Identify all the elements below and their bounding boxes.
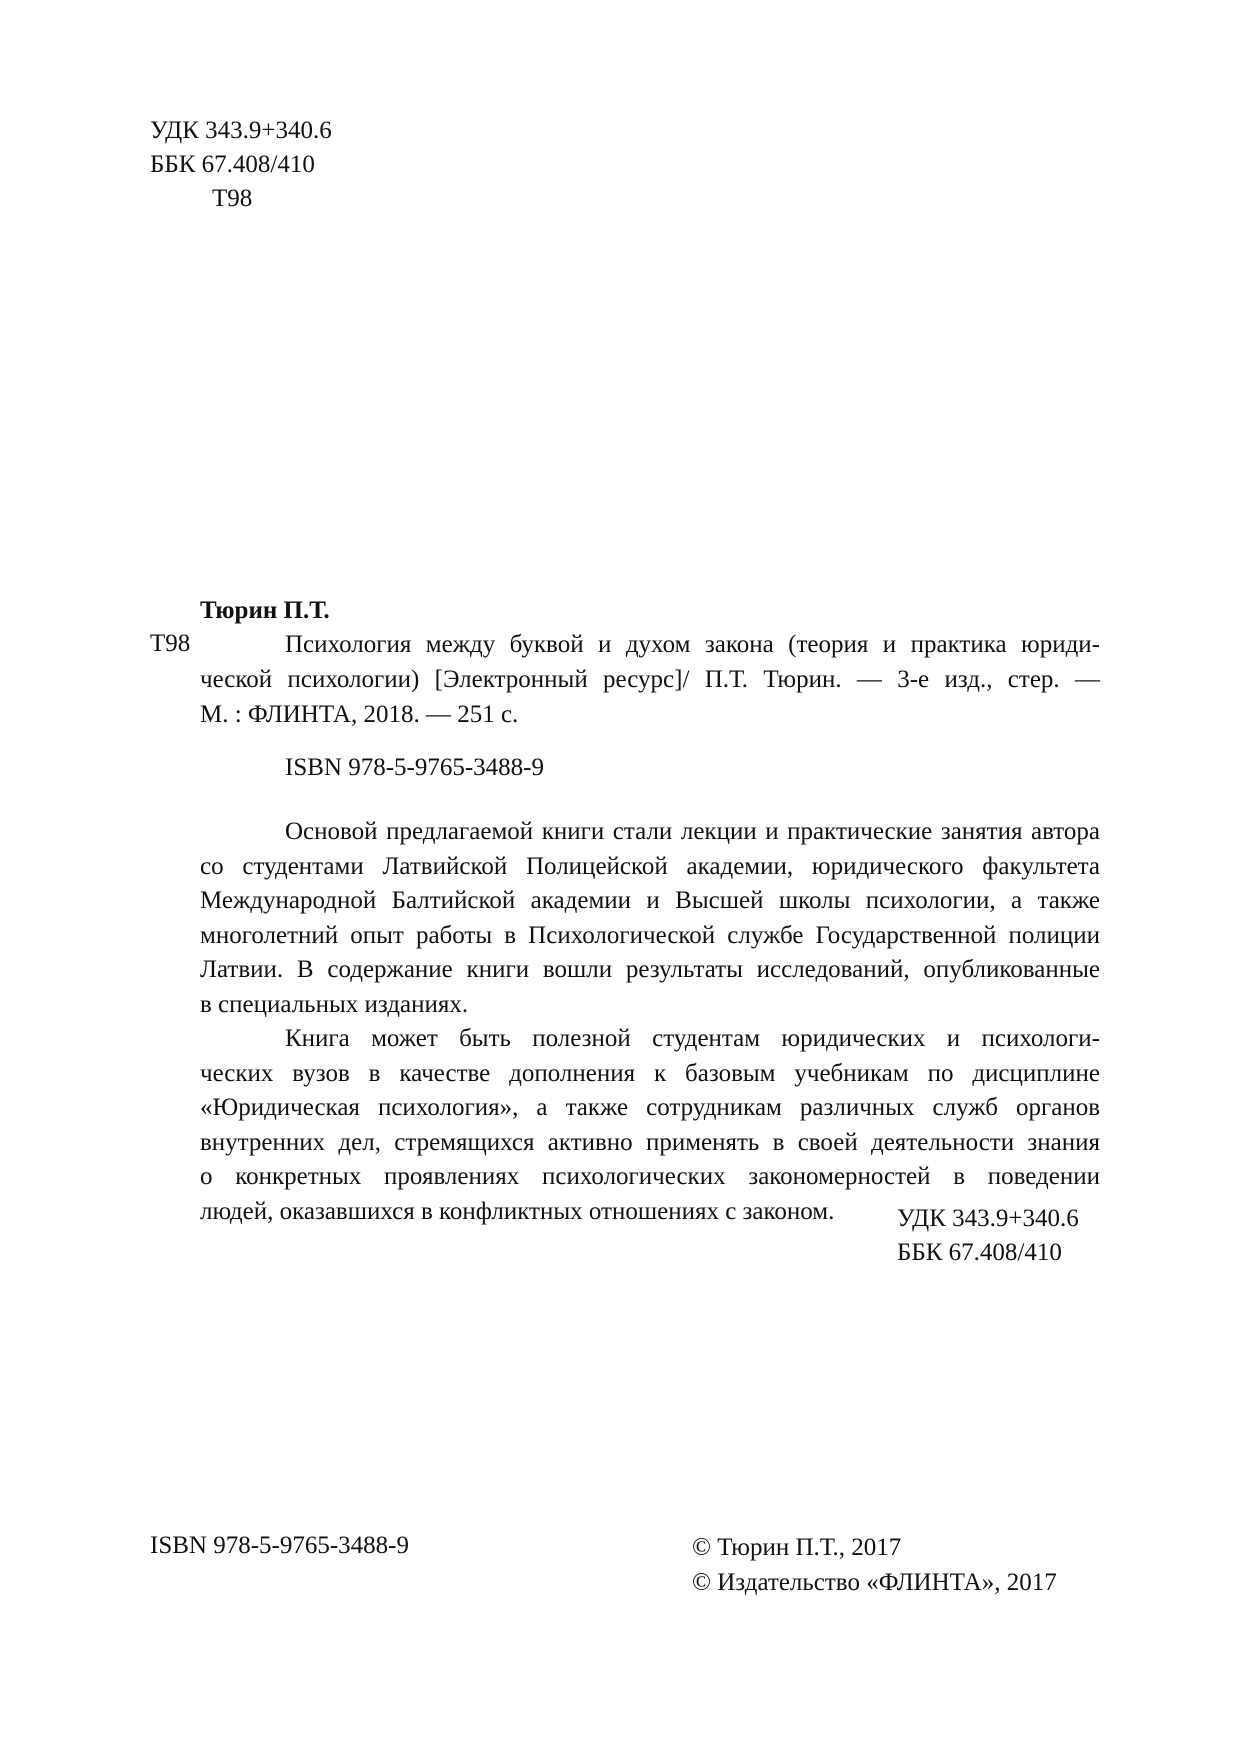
annotation-line: ческих вузов в качестве дополнения к базовым учебникам по дисциплине — [200, 1059, 1100, 1087]
copyright-author: © Тюрин П.Т., 2017 — [692, 1534, 902, 1561]
bbk-code: ББК 67.408/410 — [150, 151, 315, 178]
annotation-line: «Юридическая психология», а также сотрудникам различных служб органов — [200, 1094, 1100, 1121]
copyright-publisher: © Издательство «ФЛИНТА», 2017 — [692, 1569, 1057, 1596]
annotation — [200, 815, 1100, 1229]
record-author-mark: Т98 — [150, 630, 191, 657]
author-mark: Т98 — [212, 185, 253, 212]
header-classification-codes — [150, 114, 332, 216]
annotation-line: Латвии. В содержание книги вошли результаты исследований, опубликованные — [200, 956, 1100, 983]
annotation-line: Международной Балтийской академии и Высшей школы психологии, а также — [200, 887, 1100, 914]
bbk-code: ББК 67.408/410 — [897, 1239, 1062, 1266]
copyright-block — [692, 1530, 1057, 1600]
record-isbn: ISBN 978-5-9765-3488-9 — [285, 754, 545, 781]
annotation-line: людей, оказавшихся в конфликтных отношениях с законом. — [200, 1197, 835, 1225]
udk-code: УДК 343.9+340.6 — [897, 1205, 1079, 1232]
biblio-line: ческой психологии) [Электронный ресурс]/ П.Т. Тюрин. — 3-е изд., стер. — — [200, 666, 1100, 693]
annotation-line: Книга может быть полезной студентам юридических и психологи- — [285, 1025, 1100, 1052]
annotation-line: многолетний опыт работы в Психологической службе Государственной полиции — [200, 921, 1100, 949]
annotation-line: в специальных изданиях. — [200, 990, 469, 1018]
udk-code: УДК 343.9+340.6 — [150, 117, 332, 144]
author-name: Тюрин П.Т. — [200, 597, 330, 624]
biblio-line: Психология между буквой и духом закона (теория и практика юриди- — [285, 631, 1100, 658]
biblio-line: М. : ФЛИНТА, 2018. — 251 с. — [200, 701, 519, 728]
annotation-line: внутренних дел, стремящихся активно применять в своей деятельности знания — [200, 1128, 1100, 1156]
annotation-line: Основой предлагаемой книги стали лекции и практические занятия автора — [285, 818, 1100, 845]
bibliographic-description — [200, 627, 1100, 732]
annotation-line: о конкретных проявлениях психологических закономерностей в поведении — [200, 1163, 1100, 1190]
imprint-isbn: ISBN 978-5-9765-3488-9 — [150, 1532, 410, 1559]
footer-classification-codes — [897, 1202, 1079, 1270]
annotation-line: со студентами Латвийской Полицейской академии, юридического факультета — [200, 852, 1100, 880]
